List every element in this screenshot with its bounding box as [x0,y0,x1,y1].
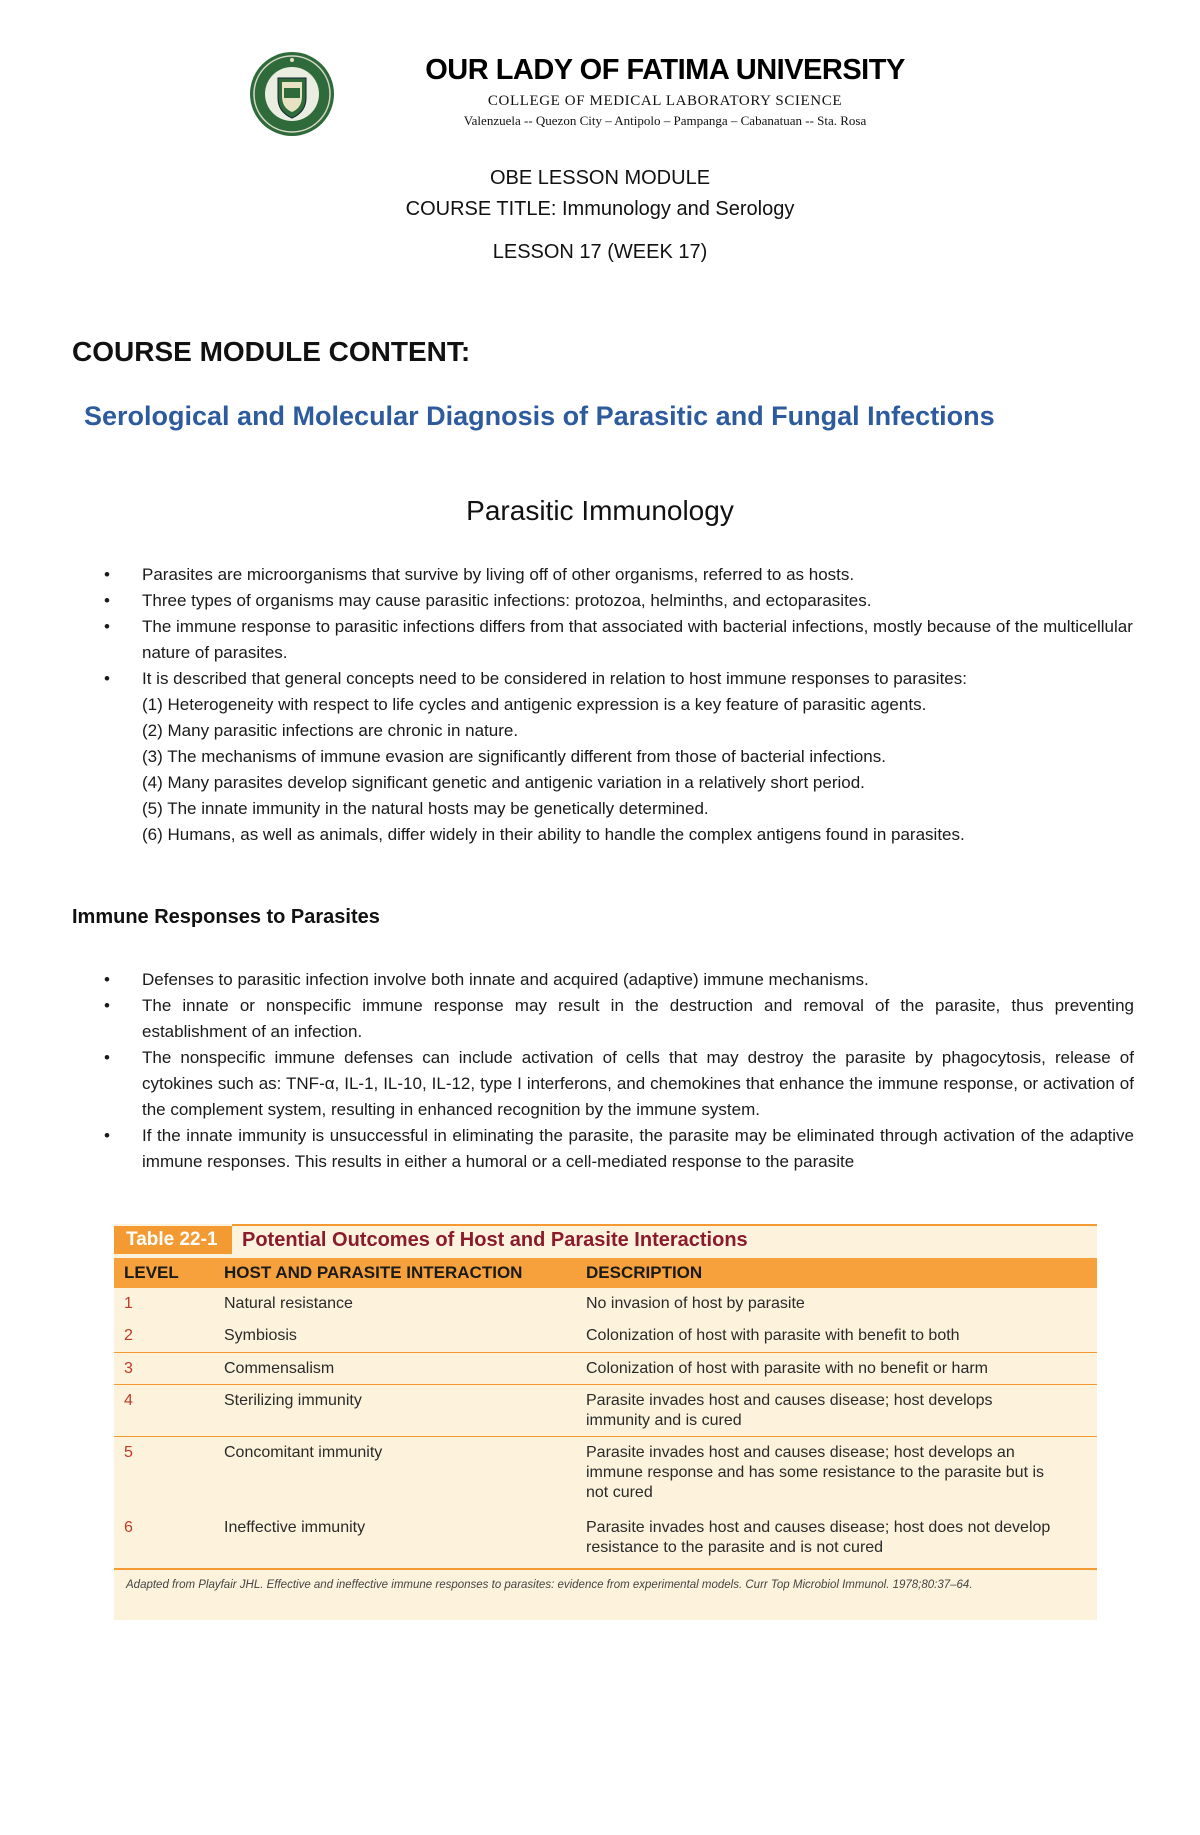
table-row [114,1384,1097,1437]
description-cell: No invasion of host by parasite [586,1295,805,1312]
course-title-value: Immunology and Serology [556,198,795,220]
level-cell: 2 [124,1327,133,1344]
concept-item: (3) The mechanisms of immune evasion are significantly different from those of bacterial infections. [142,747,886,766]
immune-responses-list [0,967,1134,1175]
concept-item: (1) Heterogeneity with respect to life cycles and antigenic expression is a key feature of parasitic agents. [142,695,927,714]
level-cell: 3 [124,1360,133,1377]
description-cell: Parasite invades host and causes disease; host develops immunity and is cured [586,1392,993,1429]
table-footnote: Adapted from Playfair JHL. Effective and ineffective immune responses to parasites: evidence from experimental models. Curr Top Microbiol Immunol. 1978;80:37–64. [126,1579,973,1591]
topic-title: Serological and Molecular Diagnosis of Parasitic and Fungal Infections [84,401,995,431]
interaction-cell: Concomitant immunity [224,1444,383,1461]
description-cell: Parasite invades host and causes disease; host does not develop resistance to the parasite and is not cured [586,1519,1051,1556]
campus-list: Valenzuela -- Quezon City – Antipolo – Pampanga – Cabanatuan -- Sta. Rosa [463,113,867,128]
table-row [114,1436,1097,1513]
university-seal-icon [248,50,336,138]
list-item: • The innate or nonspecific immune response may result in the destruction and removal of the parasite, thus preventing establishment of an infection. [0,993,1134,1045]
column-header-level: LEVEL [124,1263,179,1282]
table-number: Table 22-1 [114,1226,232,1254]
table-title: Potential Outcomes of Host and Parasite Interactions [242,1229,748,1251]
list-item: • Parasites are microorganisms that survive by living off of other organisms, referred to as hosts. [0,562,1134,588]
outcomes-table [114,1224,1097,1620]
course-title [0,198,1200,221]
table-row [114,1352,1097,1385]
course-title-label: COURSE TITLE: [405,198,557,220]
interaction-cell: Symbiosis [224,1327,297,1344]
table-bottom-rule [114,1568,1097,1570]
level-cell: 5 [124,1444,133,1461]
content-heading: COURSE MODULE CONTENT: [72,336,471,367]
description-cell: Parasite invades host and causes disease; host develops an immune response and has some resistance to the parasite but is not cured [586,1444,1045,1501]
concept-item: (6) Humans, as well as animals, differ widely in their ability to handle the complex antigens found in parasites. [142,825,965,844]
interaction-cell: Ineffective immunity [224,1519,366,1536]
list-item: • The nonspecific immune defenses can include activation of cells that may destroy the parasite by phagocytosis, release of cytokines such as: TNF-α, IL-1, IL-10, IL-12, type I interferons, and chemokines that enhance the immune response, or activation of the complement system, resulting in enhanced recognition by the immune system. [0,1045,1134,1123]
column-header-description: DESCRIPTION [586,1263,703,1282]
immune-responses-heading: Immune Responses to Parasites [72,906,380,928]
list-item: • Three types of organisms may cause parasitic infections: protozoa, helminths, and ectoparasites. [0,588,1134,614]
list-item: • Defenses to parasitic infection involve both innate and acquired (adaptive) immune mechanisms. [0,967,1134,993]
level-cell: 6 [124,1519,133,1536]
university-name: OUR LADY OF FATIMA UNIVERSITY [425,54,905,86]
list-item-text: • It is described that general concepts need to be considered in relation to host immune responses to parasites: [142,669,967,688]
table-row [114,1320,1097,1352]
list-item: • If the innate immunity is unsuccessful in eliminating the parasite, the parasite may be eliminated through activation of the adaptive immune responses. This results in either a humoral or a cell-mediated response to the parasite [0,1123,1134,1175]
level-cell: 1 [124,1295,133,1312]
college-name: COLLEGE OF MEDICAL LABORATORY SCIENCE [487,93,843,109]
interaction-cell: Commensalism [224,1360,335,1377]
column-header-interaction: HOST AND PARASITE INTERACTION [224,1263,523,1282]
section-title: Parasitic Immunology [466,495,734,526]
list-item [0,666,1134,848]
parasite-overview-list [0,562,1134,848]
module-type: OBE LESSON MODULE [489,167,711,189]
concept-item: (2) Many parasitic infections are chronic in nature. [142,721,519,740]
table-row [114,1512,1097,1568]
lesson-number: LESSON 17 (WEEK 17) [492,241,708,263]
concept-item: (5) The innate immunity in the natural hosts may be genetically determined. [142,799,709,818]
interaction-cell: Natural resistance [224,1295,353,1312]
description-cell: Colonization of host with parasite with no benefit or harm [586,1360,988,1377]
description-cell: Colonization of host with parasite with benefit to both [586,1327,960,1344]
concept-item: (4) Many parasites develop significant genetic and antigenic variation in a relatively short period. [142,773,865,792]
table-row [114,1288,1097,1320]
level-cell: 4 [124,1392,133,1409]
list-item: • The immune response to parasitic infections differs from that associated with bacterial infections, mostly because of the multicellular nature of parasites. [0,614,1134,666]
interaction-cell: Sterilizing immunity [224,1392,362,1409]
